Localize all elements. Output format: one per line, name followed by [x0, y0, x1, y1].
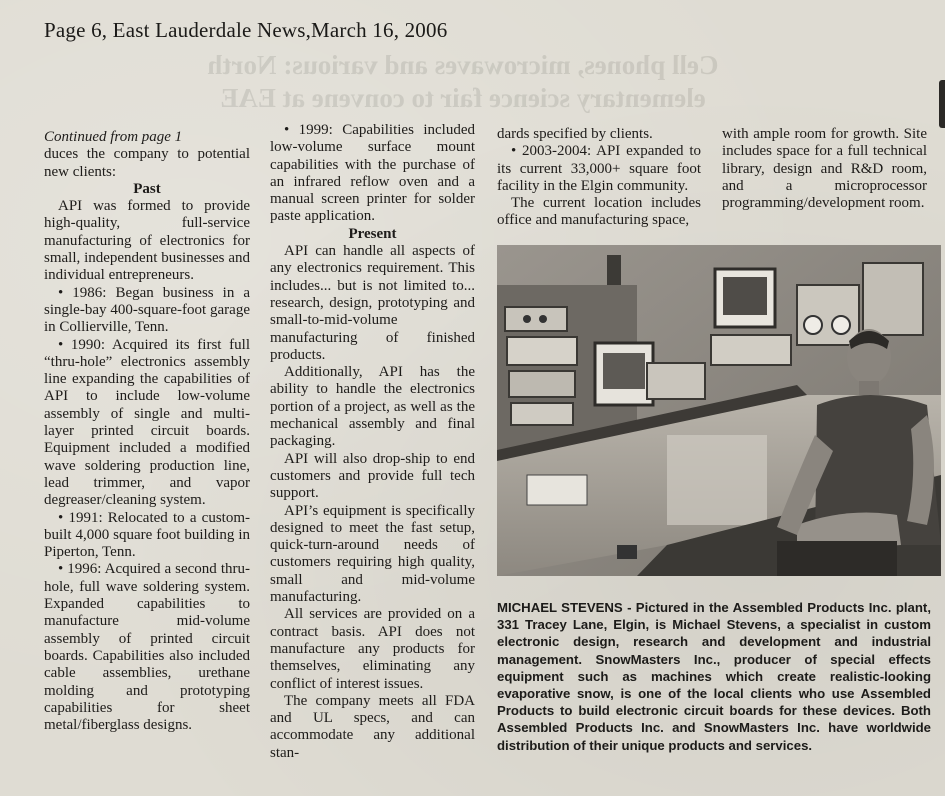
col3-paragraph: dards specified by clients.	[497, 126, 653, 142]
col1-paragraph: • 1986: Began business in a single-bay 400-square-foot garage in Collierville, Tenn.	[44, 284, 250, 336]
col2-paragraph: • 1999: Capabilities included low-volume surface mount capabilities with the purchase of an infrared reflow oven and a manual screen printer for solder paste application.	[270, 122, 475, 225]
col3-paragraph: • 2003-2004: API expanded to its current 33,000+ square foot facility in the Elgin community.	[497, 143, 701, 194]
col1-paragraph: • 1996: Acquired a second thru-hole, full wave soldering system. Expanded capabilities to manufacture mid-volume assembly of printed circuit boards. Capabilities also included cable assemblies, urethane molding and prototyping capabilities for sheet metal/fiberglass designs.	[44, 561, 250, 734]
col2-paragraph: All services are provided on a contract basis. API does not manufacture any products for themselves, eliminating any conflict of interest issues.	[270, 606, 475, 692]
page-masthead: Page 6, East Lauderdale News,March 16, 2006	[44, 18, 448, 42]
continued-from-label: Continued from page 1	[44, 129, 183, 145]
article-column-3	[497, 126, 701, 230]
news-photo	[497, 245, 941, 576]
col2-paragraph: The company meets all FDA and UL specs, and can accommodate any additional stan-	[270, 692, 475, 761]
col2-paragraph: API can handle all aspects of any electronics requirement. This includes... but is not limited to... research, design, prototyping and small-to-mid-volume manufacturing of finished products.	[270, 243, 475, 363]
bleed-through-headline-2: elementary science fair to convene at EAE	[220, 83, 706, 113]
caption-lead: MICHAEL STEVENS -	[497, 600, 632, 615]
page-edge-mark	[939, 80, 945, 128]
article-column-2	[270, 122, 475, 762]
section-heading-present: Present	[348, 225, 397, 242]
col3-paragraph: The current location includes office and manufacturing space,	[497, 195, 701, 229]
article-column-1	[44, 129, 250, 734]
photo-of-man-at-electronics-workbench-icon	[497, 245, 941, 576]
col2-paragraph: API’s equipment is specifically designed to meet the fast setup, quick-turn-around needs of customers requiring high quality, small and mid-volume manufacturing.	[270, 502, 475, 606]
col2-paragraph: API will also drop-ship to end customers and provide full tech support.	[270, 450, 475, 502]
col1-paragraph: API was formed to provide high-quality, full-service manufacturing of electronics for small, independent businesses and individual entrepreneurs.	[44, 198, 250, 284]
col4-paragraph: with ample room for growth. Site includes space for a full technical library, design and R&D room, and a microprocessor programming/development room.	[722, 126, 927, 212]
col1-intro: duces the company to potential new clients:	[44, 146, 250, 180]
section-heading-past: Past	[133, 180, 161, 197]
article-column-4	[722, 126, 927, 212]
caption-text: Pictured in the Assembled Products Inc. plant, 331 Tracey Lane, Elgin, is Michael Stevens, a specialist in custom electronic design, research and development and industrial management. SnowMasters Inc., producer of special effects equipment such as machines which create realistic-looking evaporative snow, is one of the local clients who use Assembled Products to build electronic circuit boards for these devices. Both Assembled Products Inc. and SnowMasters Inc. have worldwide distribution of their unique products and services.	[497, 600, 931, 753]
col2-paragraph: Additionally, API has the ability to handle the electronics portion of a project, as well as the mechanical assembly and final packaging.	[270, 364, 475, 450]
bleed-through-headline-1: Cell phones, microwaves and various: North	[207, 50, 719, 80]
photo-caption	[497, 599, 931, 754]
col1-paragraph: • 1991: Relocated to a custom-built 4,000 square foot building in Piperton, Tenn.	[44, 509, 250, 561]
col1-paragraph: • 1990: Acquired its first full “thru-hole” electronics assembly line expanding the capabilities of API to include low-volume assembly of single and multi-layer printed circuit boards. Equipment included a modified wave soldering production line, lead trimmer, and vapor degreaser/cleaning system.	[44, 336, 250, 509]
